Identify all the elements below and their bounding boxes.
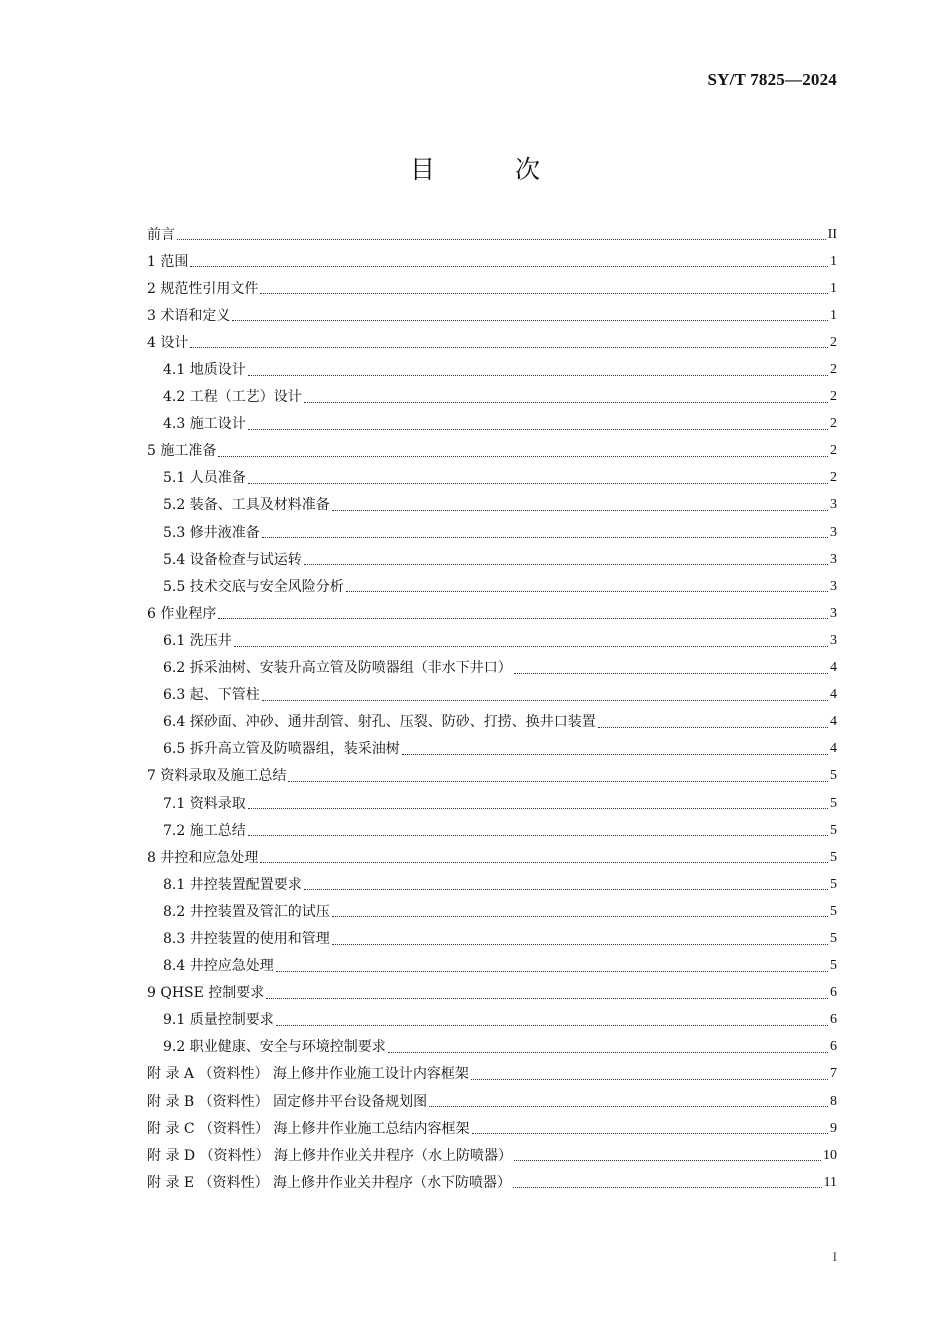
toc-entry-page: 3 (830, 605, 837, 621)
toc-entry[interactable] (147, 655, 837, 682)
toc-entry-label: 5.5 技术交底与安全风险分析 (163, 578, 344, 595)
toc-entry-page: 2 (830, 470, 837, 486)
toc-entry-label: 4.2 工程（工艺）设计 (163, 389, 302, 406)
toc-entry-label: 附 录 D （资料性） 海上修井作业关井程序（水上防喷器） (147, 1147, 513, 1164)
toc-entry-label: 5.1 人员准备 (163, 470, 246, 487)
page-title: 目 次 (410, 155, 576, 184)
toc-entry[interactable] (147, 275, 837, 302)
toc-leader-dots (402, 754, 828, 755)
toc-entry[interactable] (147, 221, 837, 248)
toc-entry-page: 2 (830, 416, 837, 432)
toc-entry-page: 4 (830, 714, 837, 730)
toc-entry-label: 8.1 井控装置配置要求 (163, 876, 302, 893)
toc-leader-dots (260, 862, 828, 863)
toc-entry-page: II (827, 226, 837, 242)
toc-entry-page: 6 (830, 985, 837, 1001)
toc-entry-label: 5.3 修井液准备 (163, 524, 260, 541)
toc-entry-page: 5 (830, 768, 837, 784)
toc-entry[interactable] (147, 925, 837, 952)
standard-number: SY/T 7825—2024 (707, 70, 837, 89)
toc-leader-dots (513, 1187, 821, 1188)
toc-entry[interactable] (147, 871, 837, 898)
toc-entry-label: 5.2 装备、工具及材料准备 (163, 497, 330, 514)
toc-entry[interactable] (147, 465, 837, 492)
toc-entry-label: 附 录 B （资料性） 固定修井平台设备规划图 (147, 1093, 428, 1110)
toc-leader-dots (276, 1025, 828, 1026)
toc-entry-label: 9.2 职业健康、安全与环境控制要求 (163, 1039, 386, 1056)
toc-entry[interactable] (147, 709, 837, 736)
toc-leader-dots (332, 916, 828, 917)
toc-entry[interactable] (147, 248, 837, 275)
toc-entry[interactable] (147, 1142, 837, 1169)
toc-entry-label: 7.1 资料录取 (163, 795, 246, 812)
toc-entry[interactable] (147, 763, 837, 790)
toc-entry[interactable] (147, 546, 837, 573)
toc-entry-label: 9 QHSE 控制要求 (147, 985, 265, 1002)
toc-leader-dots (332, 944, 828, 945)
page-number: I (832, 1249, 837, 1264)
toc-entry-label: 5 施工准备 (147, 443, 217, 460)
toc-leader-dots (248, 808, 828, 809)
toc-entry-label: 4.1 地质设计 (163, 362, 246, 379)
toc-leader-dots (262, 537, 828, 538)
toc-entry-page: 2 (830, 362, 837, 378)
toc-entry[interactable] (147, 356, 837, 383)
toc-entry-page: 5 (830, 822, 837, 838)
toc-entry-page: 4 (830, 660, 837, 676)
toc-entry[interactable] (147, 438, 837, 465)
toc-entry-page: 8 (830, 1093, 837, 1109)
toc-leader-dots (472, 1133, 828, 1134)
toc-entry-page: 4 (830, 687, 837, 703)
toc-entry-label: 6.1 洗压井 (163, 632, 232, 649)
toc-entry-page: 7 (830, 1066, 837, 1082)
toc-entry[interactable] (147, 492, 837, 519)
toc-entry[interactable] (147, 736, 837, 763)
toc-leader-dots (218, 618, 828, 619)
toc-entry-label: 6.5 拆升高立管及防喷器组，装采油树 (163, 741, 400, 758)
toc-entry-page: 5 (830, 958, 837, 974)
toc-leader-dots (514, 673, 828, 674)
toc-entry[interactable] (147, 817, 837, 844)
toc-entry-page: 10 (823, 1147, 837, 1163)
toc-leader-dots (346, 591, 828, 592)
toc-entry-page: 5 (830, 849, 837, 865)
toc-entry-label: 6.4 探砂面、冲砂、通井刮管、射孔、压裂、防砂、打捞、换井口装置 (163, 714, 596, 731)
toc-entry-label: 4.3 施工设计 (163, 416, 246, 433)
toc-leader-dots (304, 564, 828, 565)
toc-entry-page: 1 (830, 307, 837, 323)
toc-entry-label: 2 规范性引用文件 (147, 280, 259, 297)
toc-entry[interactable] (147, 682, 837, 709)
toc-entry-label: 1 范围 (147, 253, 189, 270)
toc-entry[interactable] (147, 1007, 837, 1034)
toc-entry-page: 5 (830, 903, 837, 919)
toc-leader-dots (276, 971, 828, 972)
toc-entry-page: 9 (830, 1120, 837, 1136)
toc-entry-label: 附 录 E （资料性） 海上修井作业关井程序（水下防喷器） (147, 1174, 512, 1191)
toc-entry-label: 8.4 井控应急处理 (163, 958, 274, 975)
toc-leader-dots (177, 239, 826, 240)
toc-entry[interactable] (147, 980, 837, 1007)
toc-entry-label: 4 设计 (147, 334, 189, 351)
toc-entry-label: 5.4 设备检查与试运转 (163, 551, 302, 568)
toc-entry[interactable] (147, 898, 837, 925)
toc-entry-page: 3 (830, 524, 837, 540)
toc-leader-dots (234, 646, 828, 647)
toc-entry-label: 8.2 井控装置及管汇的试压 (163, 903, 330, 920)
toc-leader-dots (388, 1052, 828, 1053)
toc-entry-page: 3 (830, 578, 837, 594)
toc-entry-page: 6 (830, 1039, 837, 1055)
toc-entry-page: 5 (830, 795, 837, 811)
toc-entry[interactable] (147, 573, 837, 600)
toc-leader-dots (232, 320, 828, 321)
toc-leader-dots (248, 483, 828, 484)
toc-leader-dots (266, 998, 828, 999)
toc-entry-label: 8 井控和应急处理 (147, 849, 259, 866)
toc-entry-page: 11 (823, 1174, 837, 1190)
toc-entry-label: 6 作业程序 (147, 605, 217, 622)
toc-entry-page: 6 (830, 1012, 837, 1028)
toc-entry[interactable] (147, 519, 837, 546)
toc-entry-page: 1 (830, 280, 837, 296)
toc-leader-dots (429, 1106, 828, 1107)
toc-leader-dots (248, 835, 828, 836)
toc-entry-label: 8.3 井控装置的使用和管理 (163, 930, 330, 947)
toc-entry-page: 2 (830, 334, 837, 350)
toc-leader-dots (190, 347, 828, 348)
toc-leader-dots (248, 375, 828, 376)
toc-entry[interactable] (147, 627, 837, 654)
toc-entry-label: 附 录 A （资料性） 海上修井作业施工设计内容框架 (147, 1066, 469, 1083)
toc-entry-page: 2 (830, 443, 837, 459)
toc-entry[interactable] (147, 384, 837, 411)
toc-entry[interactable] (147, 953, 837, 980)
toc-entry-label: 前言 (147, 226, 175, 243)
toc-entry-label: 附 录 C （资料性） 海上修井作业施工总结内容框架 (147, 1120, 470, 1137)
toc-entry[interactable] (147, 790, 837, 817)
toc-entry-label: 6.3 起、下管柱 (163, 687, 260, 704)
toc-entry-label: 6.2 拆采油树、安装升高立管及防喷器组（非水下井口） (163, 660, 512, 677)
toc-entry[interactable] (147, 411, 837, 438)
toc-entry[interactable] (147, 844, 837, 871)
toc-leader-dots (248, 429, 828, 430)
toc-entry-label: 9.1 质量控制要求 (163, 1012, 274, 1029)
toc-entry[interactable] (147, 1169, 837, 1196)
toc-entry[interactable] (147, 1088, 837, 1115)
toc-entry[interactable] (147, 329, 837, 356)
toc-entry[interactable] (147, 1061, 837, 1088)
toc-entry-page: 5 (830, 876, 837, 892)
toc-leader-dots (190, 266, 828, 267)
toc-entry-page: 4 (830, 741, 837, 757)
toc-entry-label: 7.2 施工总结 (163, 822, 246, 839)
toc-entry-page: 3 (830, 632, 837, 648)
toc-entry-page: 3 (830, 551, 837, 567)
toc-leader-dots (304, 402, 828, 403)
toc-leader-dots (262, 700, 828, 701)
toc-entry[interactable] (147, 1034, 837, 1061)
toc-leader-dots (288, 781, 828, 782)
toc-leader-dots (260, 293, 828, 294)
toc-entry-page: 5 (830, 930, 837, 946)
toc-entry[interactable] (147, 302, 837, 329)
toc-entry-label: 3 术语和定义 (147, 307, 231, 324)
table-of-contents (147, 221, 837, 1196)
toc-leader-dots (514, 1160, 821, 1161)
toc-entry-page: 1 (830, 253, 837, 269)
toc-leader-dots (218, 456, 828, 457)
toc-entry-page: 3 (830, 497, 837, 513)
toc-entry-page: 2 (830, 389, 837, 405)
toc-entry[interactable] (147, 1115, 837, 1142)
toc-leader-dots (304, 889, 828, 890)
toc-entry-label: 7 资料录取及施工总结 (147, 768, 287, 785)
toc-leader-dots (471, 1079, 828, 1080)
toc-entry[interactable] (147, 600, 837, 627)
toc-leader-dots (598, 727, 828, 728)
toc-leader-dots (332, 510, 828, 511)
